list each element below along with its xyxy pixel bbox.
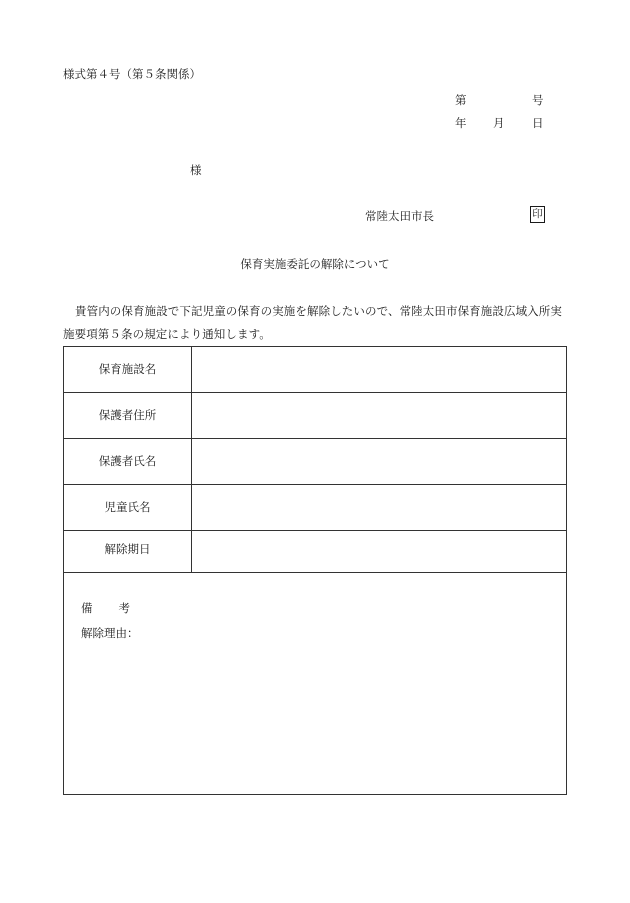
- date-month-label: 月: [493, 116, 505, 130]
- body-paragraph: [63, 300, 573, 346]
- document-title: 保育実施委託の解除について: [240, 257, 390, 271]
- remarks-label: [81, 600, 130, 616]
- child-name-label: 児童氏名: [64, 485, 192, 530]
- guardian-address-label: 保護者住所: [64, 393, 192, 438]
- table-row: [64, 485, 566, 531]
- table-row: [64, 347, 566, 393]
- form-number: 様式第４号（第５条関係）: [63, 67, 201, 81]
- document-number-label: 第: [455, 93, 467, 107]
- remarks-label-char-2: 考: [118, 601, 130, 615]
- remarks-label-char-1: 備: [81, 601, 93, 615]
- sender-title: 常陸太田市長: [365, 209, 434, 223]
- document-number-suffix: 号: [532, 93, 544, 107]
- cancellation-date-field[interactable]: [192, 527, 566, 572]
- guardian-address-field[interactable]: [192, 393, 566, 438]
- seal-mark: 印: [530, 206, 545, 223]
- guardian-name-field[interactable]: [192, 439, 566, 484]
- facility-name-label: 保育施設名: [64, 347, 192, 392]
- form-table: [63, 346, 567, 795]
- table-row: [64, 393, 566, 439]
- date-day-label: 日: [532, 116, 544, 130]
- cancellation-date-label: 解除期日: [64, 527, 192, 572]
- table-row: [64, 527, 566, 573]
- facility-name-field[interactable]: [192, 347, 566, 392]
- child-name-field[interactable]: [192, 485, 566, 530]
- guardian-name-label: 保護者氏名: [64, 439, 192, 484]
- date-year-label: 年: [455, 116, 467, 130]
- addressee-honorific: 様: [190, 163, 202, 177]
- body-text: 貴管内の保育施設で下記児童の保育の実施を解除したいので、常陸太田市保育施設広域入所実施要項第５条の規定により通知します。: [63, 304, 562, 341]
- cancellation-reason-label: 解除理由：: [81, 626, 139, 640]
- table-row: [64, 439, 566, 485]
